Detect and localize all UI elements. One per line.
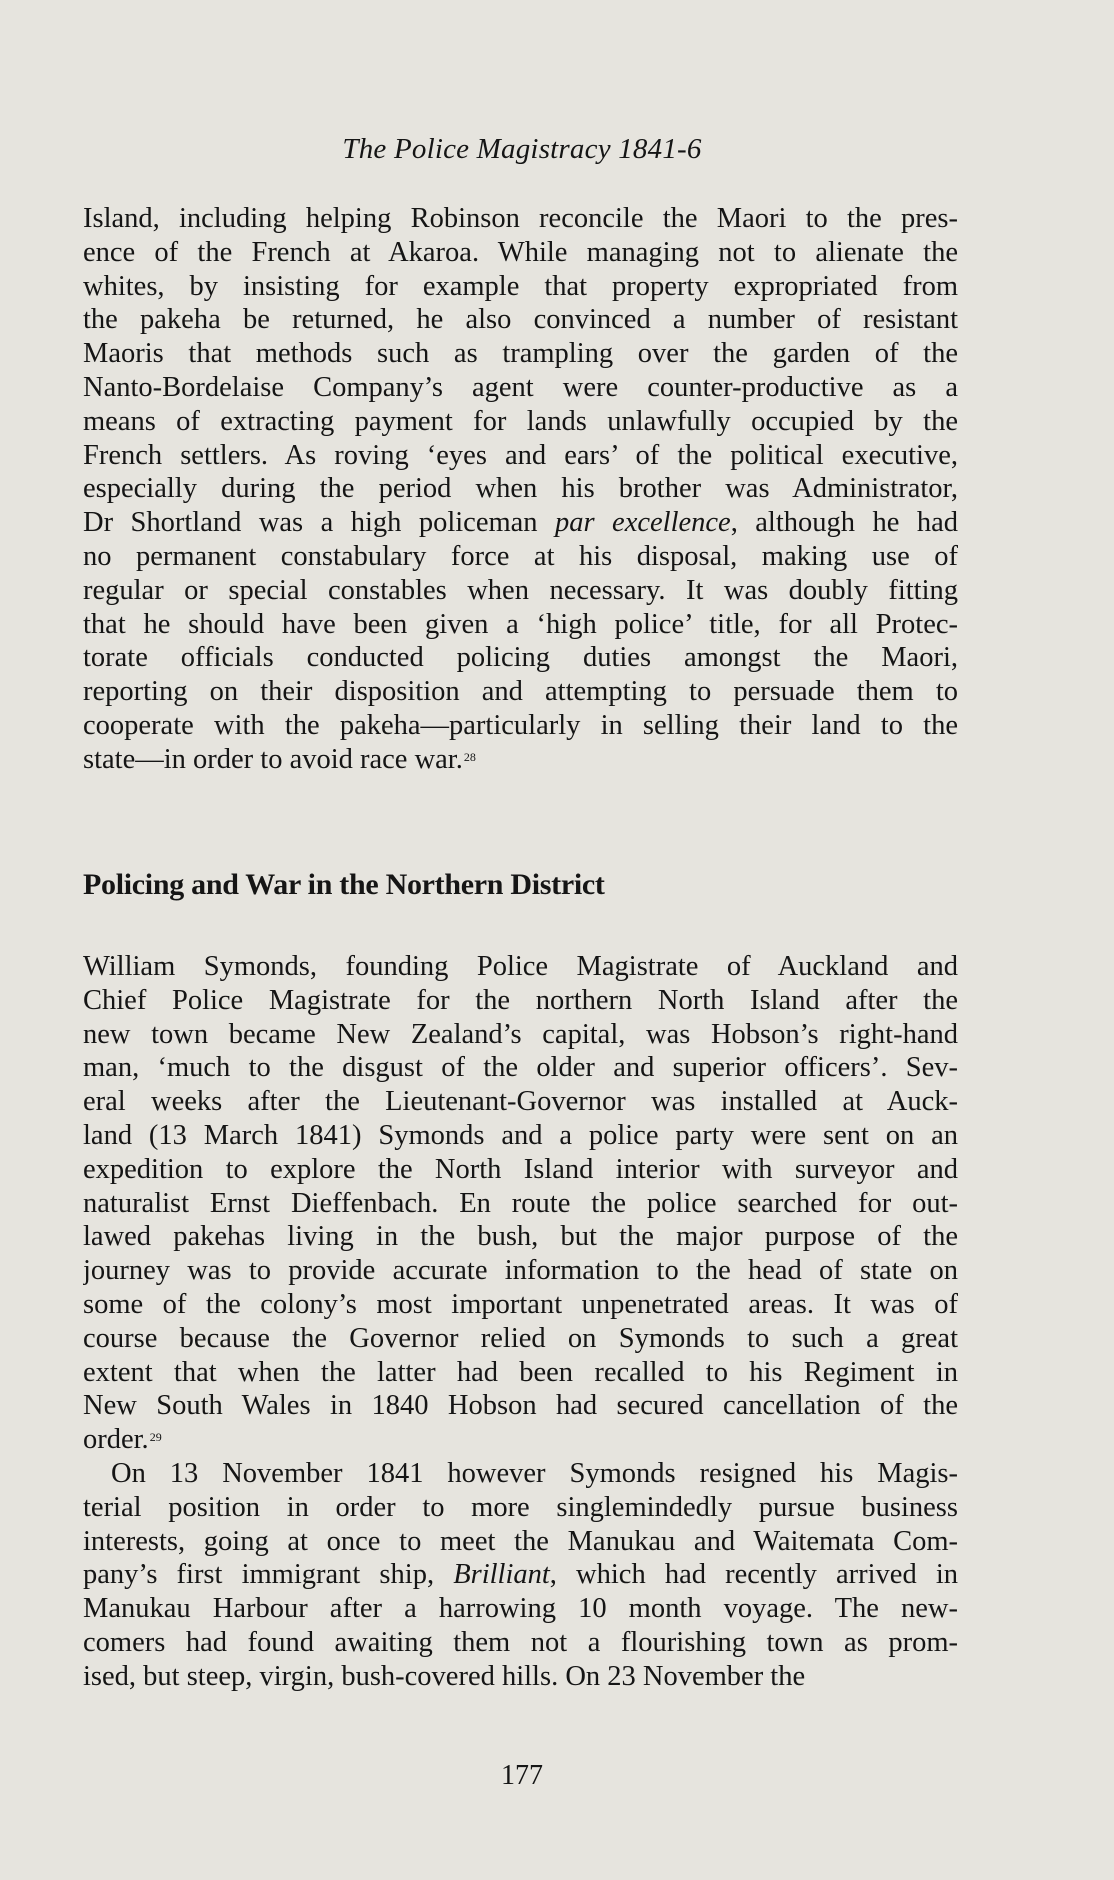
text-run: , although he had xyxy=(730,507,958,539)
text-line: French settlers. As roving ‘eyes and ears’ of the political executive, xyxy=(83,439,958,471)
text-line: New South Wales in 1840 Hobson had secured cancellation of the xyxy=(83,1390,958,1422)
text-line: journey was to provide accurate information to the head of state on xyxy=(83,1255,958,1287)
text-line: Maoris that methods such as trampling over the garden of the xyxy=(83,338,958,370)
text-line: extent that when the latter had been recalled to his Regiment in xyxy=(83,1356,958,1388)
italic-text: par excellence xyxy=(555,507,731,539)
text-line xyxy=(83,506,958,540)
text-line: ence of the French at Akaroa. While managing not to alienate the xyxy=(83,236,958,268)
text-line: no permanent constabulary force at his disposal, making use of xyxy=(83,540,958,572)
text-line: cooperate with the pakeha—particularly in selling their land to the xyxy=(83,709,958,741)
text-line: Chief Police Magistrate for the northern North Island after the xyxy=(83,984,958,1016)
text-line: torate officials conducted policing duties amongst the Maori, xyxy=(83,642,958,674)
text-line: interests, going at once to meet the Manukau and Waitemata Com- xyxy=(83,1525,958,1557)
text-line xyxy=(83,1558,958,1592)
text-line: lawed pakehas living in the bush, but the major purpose of the xyxy=(83,1221,958,1253)
text-line: Island, including helping Robinson reconcile the Maori to the pres- xyxy=(83,203,958,234)
text-line: Nanto-Bordelaise Company’s agent were counter-productive as a xyxy=(83,371,958,403)
paragraph-2-and-3 xyxy=(83,950,958,1694)
text-line: means of extracting payment for lands unlawfully occupied by the xyxy=(83,405,958,437)
text-line: whites, by insisting for example that property expropriated from xyxy=(83,270,958,302)
text-line: some of the colony’s most important unpenetrated areas. It was of xyxy=(83,1288,958,1320)
paragraph-1 xyxy=(83,202,958,777)
text-line: expedition to explore the North Island interior with surveyor and xyxy=(83,1153,958,1185)
text-line xyxy=(83,1423,958,1457)
italic-text: Brilliant xyxy=(453,1559,550,1591)
text-run: pany’s first immigrant ship, xyxy=(83,1559,454,1591)
section-heading: Policing and War in the Northern District xyxy=(83,868,605,901)
text-line: land (13 March 1841) Symonds and a police party were sent on an xyxy=(83,1119,958,1151)
text-line xyxy=(83,743,958,777)
text-run: Dr Shortland was a high policeman xyxy=(83,507,555,539)
text-line: regular or special constables when necessary. It was doubly fitting xyxy=(83,574,958,606)
text-line: ised, but steep, virgin, bush-covered hills. On 23 November the xyxy=(83,1660,806,1692)
text-line: William Symonds, founding Police Magistrate of Auckland and xyxy=(83,951,958,982)
text-line: course because the Governor relied on Symonds to such a great xyxy=(83,1322,958,1354)
text-run: state—in order to avoid race war. xyxy=(83,743,463,775)
text-line: that he should have been given a ‘high police’ title, for all Protec- xyxy=(83,608,958,640)
text-line: eral weeks after the Lieutenant-Governor was installed at Auck- xyxy=(83,1086,958,1118)
footnote-marker: 28 xyxy=(463,749,476,764)
text-line: On 13 November 1841 however Symonds resigned his Magis- xyxy=(111,1457,958,1489)
running-head: The Police Magistracy 1841-6 xyxy=(342,133,702,165)
text-line: comers had found awaiting them not a flourishing town as prom- xyxy=(83,1626,958,1658)
text-run: order. xyxy=(83,1424,149,1456)
text-line: naturalist Ernst Dieffenbach. En route the police searched for out- xyxy=(83,1187,958,1219)
text-line: man, ‘much to the disgust of the older and superior officers’. Sev- xyxy=(83,1052,958,1084)
page-number: 177 xyxy=(501,1760,543,1791)
text-line: new town became New Zealand’s capital, was Hobson’s right-hand xyxy=(83,1018,958,1050)
text-line: Manukau Harbour after a harrowing 10 month voyage. The new- xyxy=(83,1593,958,1625)
text-line: the pakeha be returned, he also convinced a number of resistant xyxy=(83,304,958,336)
footnote-marker: 29 xyxy=(149,1430,162,1445)
text-run: , which had recently arrived in xyxy=(549,1559,958,1591)
text-line: reporting on their disposition and attempting to persuade them to xyxy=(83,676,958,708)
text-line: especially during the period when his brother was Administrator, xyxy=(83,473,958,505)
text-line: terial position in order to more singlemindedly pursue business xyxy=(83,1491,958,1523)
